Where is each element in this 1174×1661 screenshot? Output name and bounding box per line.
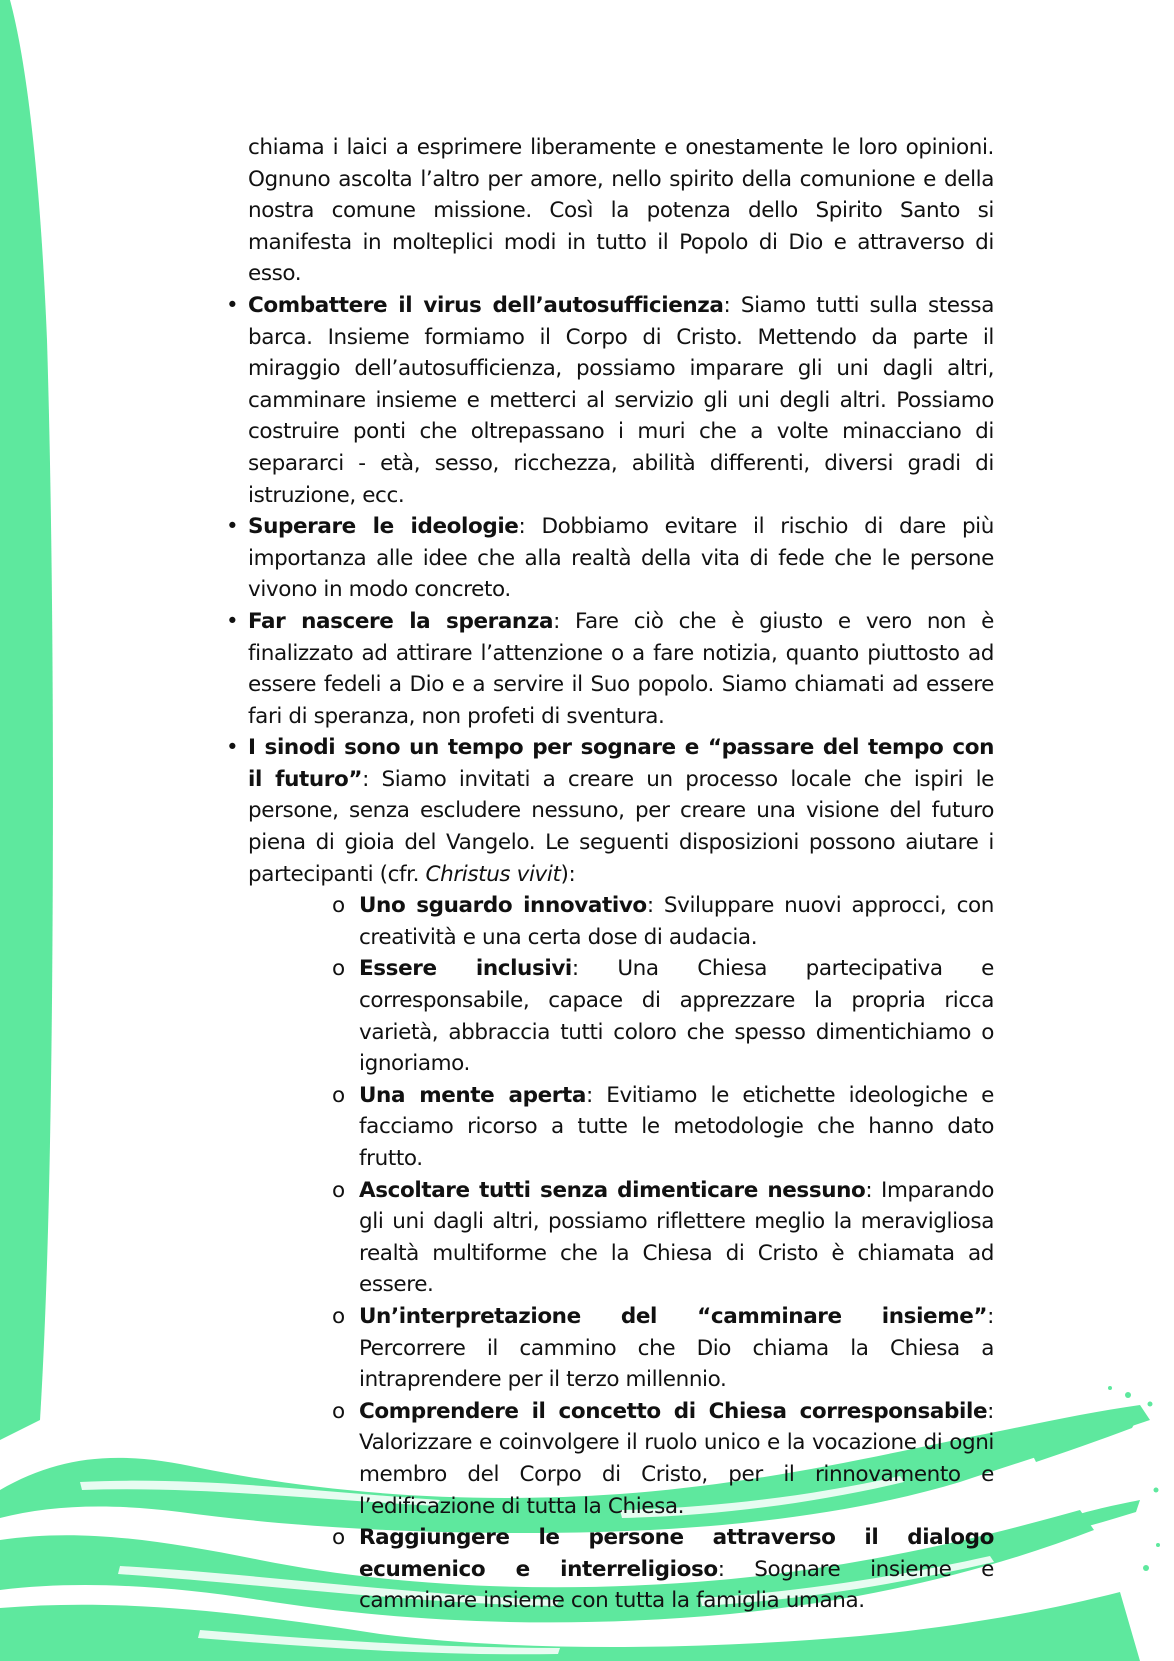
sub-item-text: Una Chiesa partecipativa e corresponsabile, capace di apprezzare la propria ricca varietà, abbraccia tutti coloro che spesso dimentichiamo o ignoriamo. (359, 956, 995, 1077)
sub-marker: o (332, 893, 345, 919)
sub-item-title: Uno sguardo innovativo (359, 893, 647, 919)
sub-list-item (332, 1175, 994, 1301)
sub-marker: o (332, 1398, 345, 1424)
sub-item-text: Percorrere il cammino che Dio chiama la Chiesa a intraprendere per il terzo millennio. (359, 1335, 994, 1393)
bullet-marker: • (226, 608, 239, 634)
item-separator: : (723, 292, 741, 318)
item-text: Dobbiamo evitare il rischio di dare più importanza alle idee che alla realtà della vita di fede che le persone vivono in modo concreto. (248, 514, 994, 603)
sub-marker: o (332, 1525, 345, 1551)
bullet-marker: • (226, 292, 239, 318)
item-title: Combattere il virus dell’autosufficienza (248, 292, 724, 318)
item-separator: : (518, 514, 542, 540)
sub-item-separator: : (646, 893, 664, 919)
bullet-marker: • (226, 514, 239, 540)
sub-item-text: Sviluppare nuovi approcci, con creatività e una certa dose di audacia. (359, 893, 994, 950)
bullet-list (226, 290, 994, 890)
list-item (226, 290, 994, 511)
intro-paragraph: chiama i laici a esprimere liberamente e onestamente le loro opinioni. Ognuno ascolta l’altro per amore, nello spirito della comunione e della nostra comune missione. Così la potenza dello Spirito Santo si manifesta in molteplici modi in tutto il Popolo di Dio e attraverso di esso. (248, 135, 994, 287)
sub-marker: o (332, 1177, 345, 1203)
sub-item-title: Una mente aperta (359, 1082, 586, 1108)
sub-item-title: Raggiungere le persone attraverso il dialogo ecumenico e interreligioso (359, 1525, 994, 1582)
item-text: Fare ciò che è giusto e vero non è finalizzato ad attirare l’attenzione o a fare notizia, quanto piuttosto ad essere fedeli a Dio e a servire il Suo popolo. Siamo chiamati ad essere fari di speranza, non profeti di sventura. (248, 608, 994, 729)
sub-marker: o (332, 1082, 345, 1108)
list-item (226, 732, 994, 890)
item-text: Siamo tutti sulla stessa barca. Insieme formiamo il Corpo di Cristo. Mettendo da parte il miraggio dell’autosufficienza, possiamo imparare gli uni dagli altri, camminare insieme e metterci al servizio gli uni degli altri. Possiamo costruire ponti che oltrepassano i muri che a volte minacciano di separarci - età, sesso, ricchezza, abilità differenti, diversi gradi di istruzione, ecc. (248, 292, 995, 508)
sub-item-text: Evitiamo le etichette ideologiche e facciamo ricorso a tutte le metodologie che hanno dato frutto. (359, 1082, 994, 1171)
sub-list-item (332, 890, 994, 953)
list-item (226, 511, 994, 606)
sub-list-item (332, 1080, 994, 1175)
item-title: I sinodi sono un tempo per sognare e “passare del tempo con il futuro” (248, 735, 994, 792)
sub-item-title: Ascoltare tutti senza dimenticare nessuno (359, 1177, 866, 1203)
sub-item-separator: : (987, 1398, 994, 1424)
sub-marker: o (332, 1303, 345, 1329)
bullet-marker: • (226, 735, 239, 761)
sub-marker: o (332, 956, 345, 982)
sub-item-separator: : (585, 1082, 607, 1108)
sub-list-item (332, 1396, 994, 1522)
item-title: Superare le ideologie (248, 514, 519, 540)
list-item (226, 606, 994, 732)
item-text: Siamo invitati a creare un processo locale che ispiri le persone, senza escludere nessuno, per creare una visione del futuro piena di gioia del Vangelo. Le seguenti disposizioni possono aiutare i partecipanti (cfr. (248, 766, 994, 887)
sub-item-text: Valorizzare e coinvolgere il ruolo unico e la vocazione di ogni membro del Corpo di Cristo, per il rinnovamento e l’edificazione di tutta la Chiesa. (359, 1430, 994, 1519)
sub-list-item (332, 1301, 994, 1396)
item-separator: : (362, 766, 382, 792)
item-separator: : (553, 608, 576, 634)
sub-list (226, 890, 994, 1617)
sub-item-title: Comprendere il concetto di Chiesa corresponsabile (359, 1398, 988, 1424)
item-citation: Christus vivit (425, 861, 561, 887)
sub-item-title: Essere inclusivi (359, 956, 572, 982)
item-title: Far nascere la speranza (248, 608, 554, 634)
sub-item-separator: : (717, 1556, 755, 1582)
sub-list-item (332, 953, 994, 1079)
sub-item-separator: : (987, 1303, 994, 1329)
sub-item-separator: : (865, 1177, 882, 1203)
sub-list-item (332, 1522, 994, 1617)
left-green-band (0, 0, 53, 1440)
item-tail: ): (560, 861, 576, 887)
document-body (226, 132, 994, 1617)
sub-item-title: Un’interpretazione del “camminare insieme” (359, 1303, 988, 1329)
sub-item-text: Imparando gli uni dagli altri, possiamo riflettere meglio la meravigliosa realtà multiforme che la Chiesa di Cristo è chiamata ad essere. (359, 1177, 994, 1298)
sub-item-separator: : (571, 956, 618, 982)
sub-item-text: Sognare insieme e camminare insieme con tutta la famiglia umana. (359, 1556, 994, 1614)
